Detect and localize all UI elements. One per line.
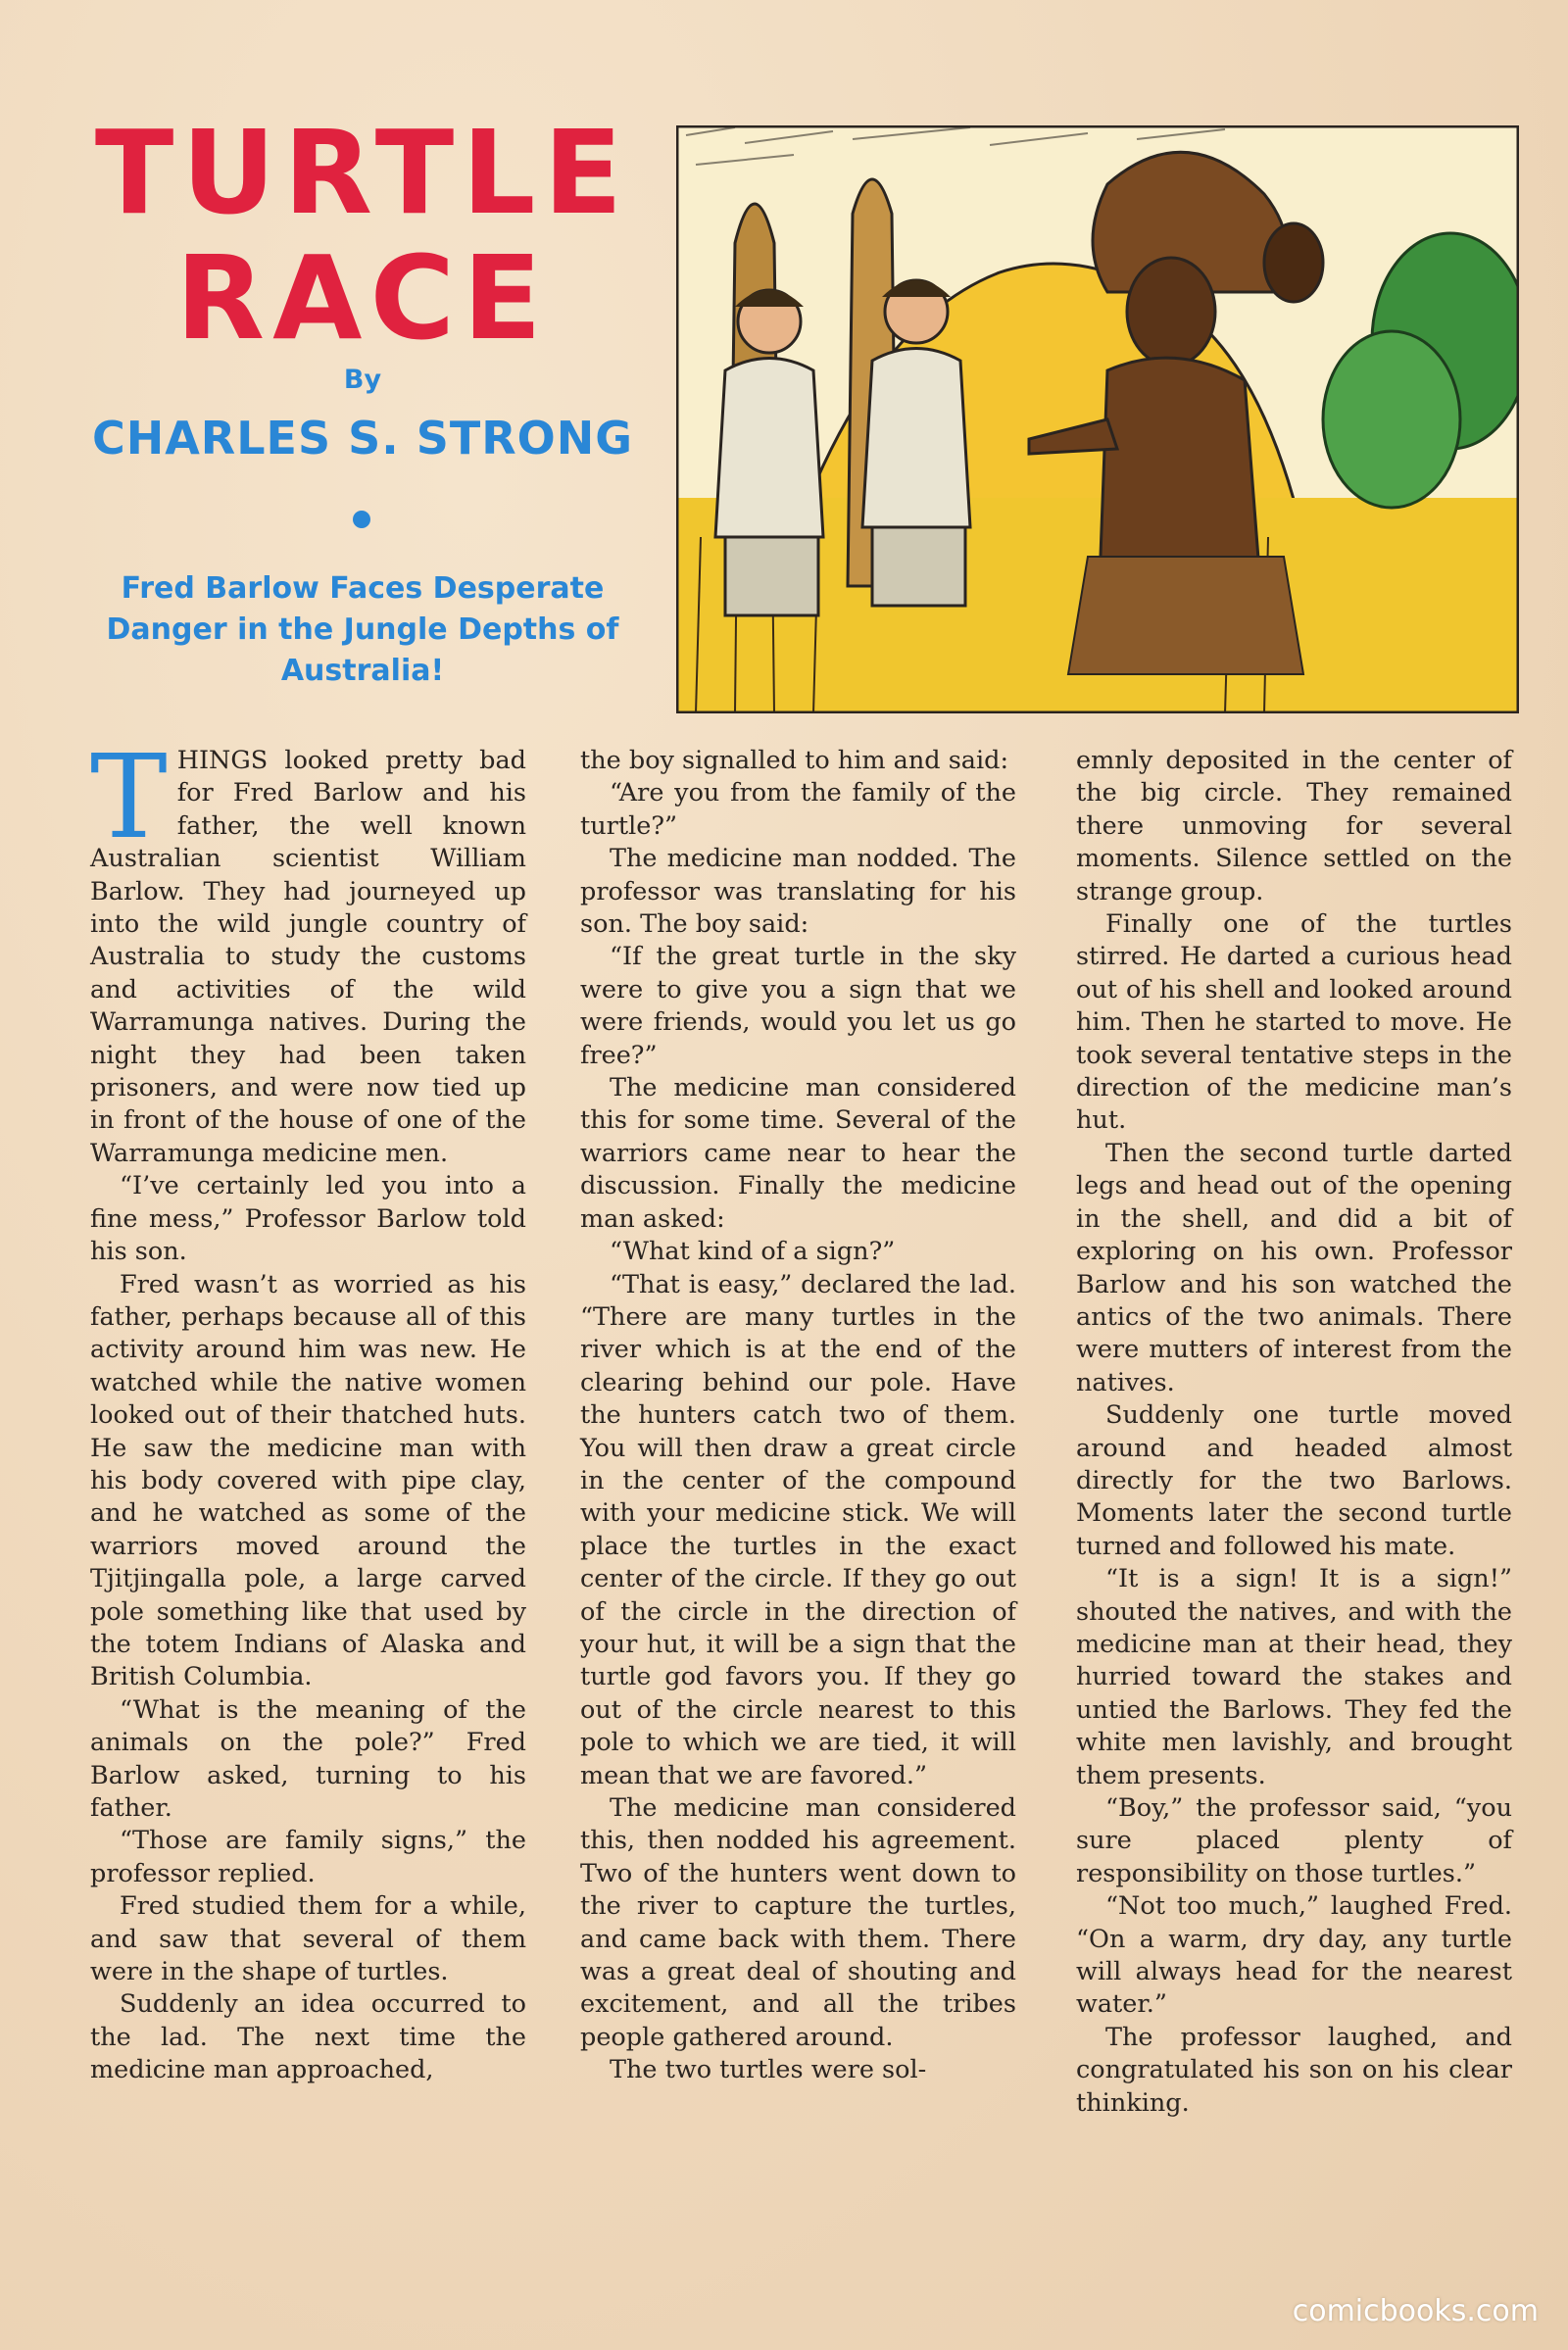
byline-by: By (343, 365, 382, 395)
story-column-1 (90, 729, 526, 2087)
story-column-3 (1076, 745, 1512, 2120)
paragraph: “I’ve certainly led you into a fine mess,” Professor Barlow told his son. (90, 1171, 526, 1267)
paragraph: Suddenly an idea occurred to the lad. The next time the medicine man approached, (90, 1989, 526, 2085)
paragraph: Suddenly one turtle moved around and headed almost directly for the two Barlows. Moments later the second turtle turned and followed his mate. (1076, 1400, 1512, 1561)
bullet-dot (353, 511, 370, 528)
paragraph: “If the great turtle in the sky were to give you a sign that we were friends, would you let us go free?” (580, 942, 1016, 1070)
paragraph: “That is easy,” declared the lad. “There are many turtles in the river which is at the end of the clearing behind our pole. Have the hunters catch two of them. You will then draw a great circle in the center of the compound with your medicine stick. We will place the turtles in the exact center of the circle. If they go out of the circle in the direction of your hut, it will be a sign that the turtle god favors you. If they go out of the circle nearest to this pole to which we are tied, it will mean that we are favored.” (580, 1269, 1016, 1790)
paragraph: The two turtles were sol- (610, 2055, 927, 2085)
story-title-line2: RACE (175, 230, 550, 366)
paragraph: The medicine man nodded. The professor was translating for his son. The boy said: (580, 844, 1016, 940)
paragraph: “What kind of a sign?” (610, 1237, 896, 1267)
story-subtitle: Fred Barlow Faces Desperate Danger in the Jungle Depths of Australia! (106, 571, 619, 688)
paragraph: Then the second turtle darted legs and head out of the opening in the shell, and did a bit of exploring on his own. Professor Barlow and his son watched the antics of the two animals. There were mutters of interest from the natives. (1076, 1138, 1512, 1397)
paragraph: “Those are family signs,” the professor replied. (90, 1826, 526, 1888)
paragraph: The medicine man considered this, then nodded his agreement. Two of the hunters went down to the river to capture the turtles, and came back with them. There was a great deal of shouting and excitement, and all the tribes people gathered around. (580, 1793, 1016, 2052)
story-column-2 (580, 745, 1016, 2087)
paragraph: Finally one of the turtles stirred. He darted a curious head out of his shell and looked around him. Then he started to move. He took several tentative steps in the direction of the medicine man’s hut. (1076, 909, 1512, 1136)
paragraph: “Are you from the family of the turtle?” (580, 778, 1016, 841)
story-illustration (676, 125, 1519, 713)
paragraph: the boy signalled to him and said: (580, 746, 1009, 775)
paragraph (90, 729, 526, 1170)
paragraph: “Not too much,” laughed Fred. “On a warm, dry day, any turtle will always head for the nearest water.” (1076, 1891, 1512, 2020)
paragraph: Fred studied them for a while, and saw that several of them were in the shape of turtles. (90, 1891, 526, 1987)
story-title-line1: TURTLE (94, 105, 631, 240)
paragraph: The professor laughed, and congratulated his son on his clear thinking. (1076, 2022, 1512, 2118)
paragraph: emnly deposited in the center of the big circle. They remained there unmoving for several moments. Silence settled on the strange group. (1076, 746, 1512, 906)
author-name: CHARLES S. STRONG (91, 412, 634, 465)
story-title (69, 105, 657, 366)
paragraph: “It is a sign! It is a sign!” shouted the natives, and with the medicine man at their head, they hurried toward the stakes and untied the Barlows. They fed the white men lavishly, and brought them presents. (1076, 1564, 1512, 1790)
paragraph: Fred wasn’t as worried as his father, perhaps because all of this activity around him was new. He watched while the native women looked out of their thatched huts. He saw the medicine man with his body covered with pipe clay, and he watched as some of the warriors moved around the Tjitjingalla pole, a large carved pole something like that used by the totem Indians of Alaska and British Columbia. (90, 1269, 526, 1692)
watermark: comicbooks.com (1292, 2294, 1539, 2328)
paragraph: The medicine man considered this for some time. Several of the warriors came near to hear the discussion. Finally the medicine man asked: (580, 1073, 1016, 1234)
paragraph: “Boy,” the professor said, “you sure placed plenty of responsibility on those turtles.” (1076, 1793, 1512, 1888)
drop-cap: T (90, 729, 168, 864)
paragraph: “What is the meaning of the animals on the pole?” Fred Barlow asked, turning to his father. (90, 1694, 526, 1823)
paragraph-text: HINGS looked pretty bad for Fred Barlow and his father, the well known Australian scientist William Barlow. They had journeyed up into the wild jungle country of Australia to study the customs and activities of the wild Warramunga natives. During the night they had been taken prisoners, and were now tied up in front of the house of one of the Warramunga medicine men. (90, 746, 526, 1168)
